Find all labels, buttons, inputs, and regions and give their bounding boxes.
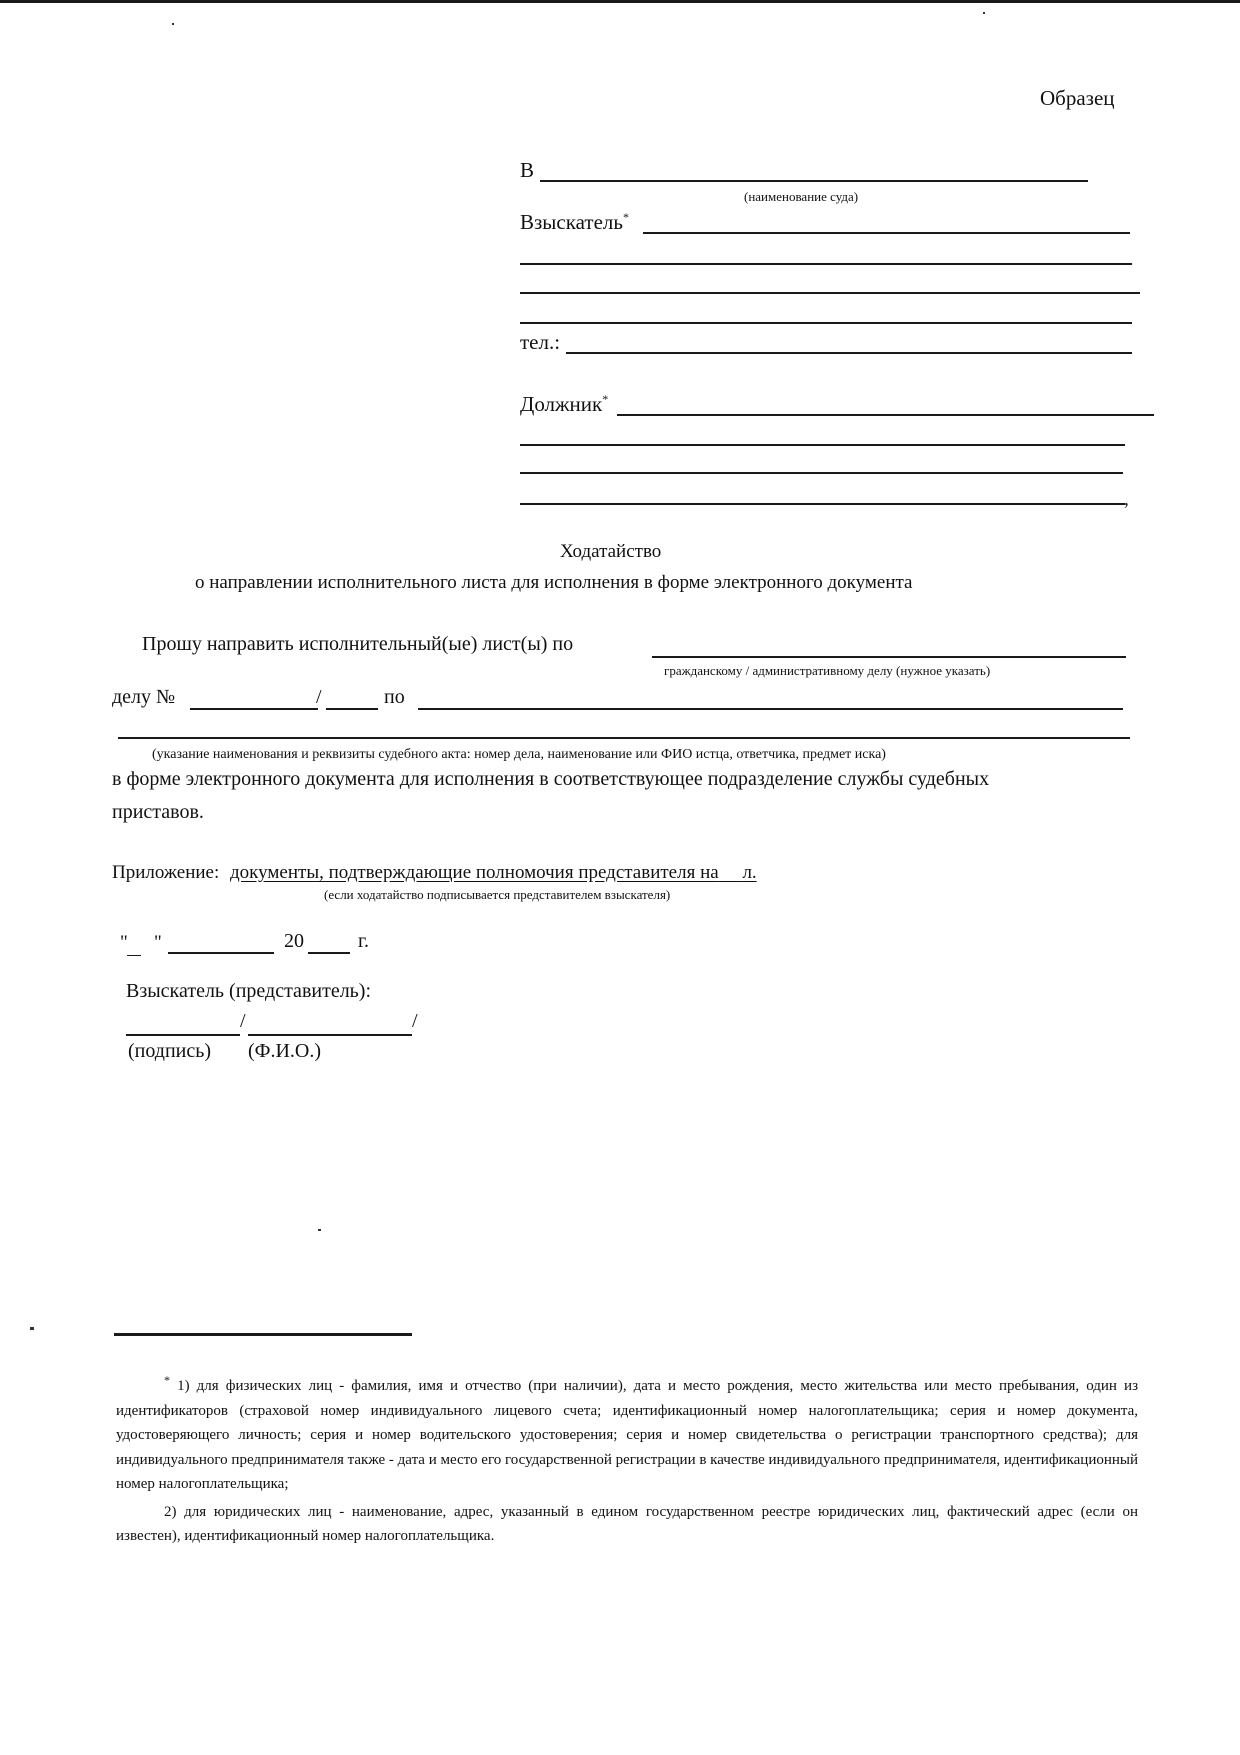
debtor-label	[520, 392, 608, 417]
date-year-field[interactable]	[308, 952, 350, 954]
date-open-quote: "	[120, 932, 128, 953]
signature-label: Взыскатель (представитель):	[126, 980, 372, 1002]
case-type-field[interactable]	[652, 656, 1126, 658]
footnote-separator	[114, 1333, 412, 1336]
claimant-field-line-2[interactable]	[520, 263, 1132, 265]
full-name-field[interactable]	[248, 1034, 412, 1036]
case-number-label: делу №	[112, 686, 176, 708]
signature-field[interactable]	[126, 1034, 240, 1036]
judicial-act-hint: (указание наименования и реквизиты судебного акта: номер дела, наименование или ФИО истца, ответчика, предмет иска)	[152, 747, 886, 762]
scan-speck	[172, 23, 174, 25]
debtor-field-line-2[interactable]	[520, 444, 1125, 446]
attachment-pages-suffix: л.	[742, 862, 757, 883]
footnote-item-1	[116, 1374, 1138, 1497]
scan-speck	[318, 1229, 321, 1231]
date-year-suffix: г.	[358, 930, 369, 952]
court-name-hint: (наименование суда)	[744, 189, 859, 204]
phone-field[interactable]	[566, 352, 1132, 354]
footnote-item-2-text: 2) для юридических лиц - наименование, адрес, указанный в едином государственном реестре юридических лиц, фактический адрес (если он известен), идентификационный номер налогоплательщика.	[116, 1503, 1138, 1544]
attachment-hint: (если ходатайство подписывается представителем взыскателя)	[324, 887, 671, 902]
case-number-field[interactable]	[190, 708, 318, 710]
debtor-trailing-comma: ,	[1124, 489, 1129, 510]
claimant-label-text: Взыскатель	[520, 210, 623, 234]
document-title: Ходатайство	[560, 541, 662, 562]
claimant-field-line-3[interactable]	[520, 292, 1140, 294]
scan-speck	[30, 1327, 34, 1330]
full-name-hint: (Ф.И.О.)	[248, 1040, 322, 1062]
document-subtitle: о направлении исполнительного листа для исполнения в форме электронного документа	[195, 572, 913, 593]
debtor-field-line-3[interactable]	[520, 472, 1123, 474]
request-text: Прошу направить исполнительный(ые) лист(ы) по	[142, 633, 574, 655]
case-number-suffix-field[interactable]	[326, 708, 378, 710]
attachment-row	[112, 862, 757, 884]
case-details-field[interactable]	[418, 708, 1123, 710]
claimant-label	[520, 210, 629, 235]
debtor-label-text: Должник	[520, 392, 603, 416]
debtor-field[interactable]	[617, 414, 1154, 416]
date-day-field[interactable]	[127, 955, 141, 956]
case-type-hint: гражданскому / административному делу (нужное указать)	[664, 663, 991, 678]
scan-top-border	[0, 0, 1240, 3]
date-month-field[interactable]	[168, 952, 274, 954]
court-name-field[interactable]	[540, 180, 1088, 182]
sample-label: Образец	[1040, 86, 1115, 110]
footnotes	[116, 1374, 1138, 1549]
signature-hint: (подпись)	[128, 1040, 212, 1062]
attachment-description: документы, подтверждающие полномочия представителя на	[230, 862, 719, 883]
debtor-field-line-4[interactable]	[520, 503, 1125, 505]
claimant-field-line-4[interactable]	[520, 322, 1132, 324]
judicial-act-field[interactable]	[118, 737, 1130, 739]
continuation-text-1: в форме электронного документа для исполнения в соответствующее подразделение службы судебных	[112, 768, 990, 790]
continuation-text-2: приставов.	[112, 801, 204, 823]
signature-slash-1: /	[240, 1010, 246, 1032]
court-prefix: В	[520, 158, 535, 182]
claimant-field[interactable]	[643, 232, 1130, 234]
scan-speck	[983, 12, 985, 14]
date-year-prefix: 20	[284, 930, 304, 952]
date-close-quote: "	[154, 932, 162, 953]
debtor-footnote-mark: *	[602, 392, 609, 406]
attachment-label: Приложение:	[112, 862, 220, 883]
phone-label: тел.:	[520, 330, 561, 354]
claimant-footnote-mark: *	[622, 210, 629, 224]
footnote-item-2	[116, 1500, 1138, 1549]
footnote-mark: *	[164, 1373, 170, 1387]
attachment-text	[230, 862, 757, 883]
signature-slash-2: /	[412, 1010, 418, 1032]
footnote-item-1-text: 1) для физических лиц - фамилия, имя и отчество (при наличии), дата и место рождения, место жительства или место пребывания, один из идентификаторов (страховой номер индивидуального лицевого счета; идентификационный номер налогоплательщика; серия и номер документа, удостоверяющего личность; серия и номер водительского удостоверения; серия и номер свидетельства о регистрации транспортного средства); для индивидуального предпринимателя также - дата и место его государственной регистрации в качестве индивидуального предпринимателя, идентификационный номер налогоплательщика;	[116, 1378, 1139, 1492]
case-number-slash: /	[316, 686, 322, 708]
case-po-label: по	[384, 686, 405, 708]
